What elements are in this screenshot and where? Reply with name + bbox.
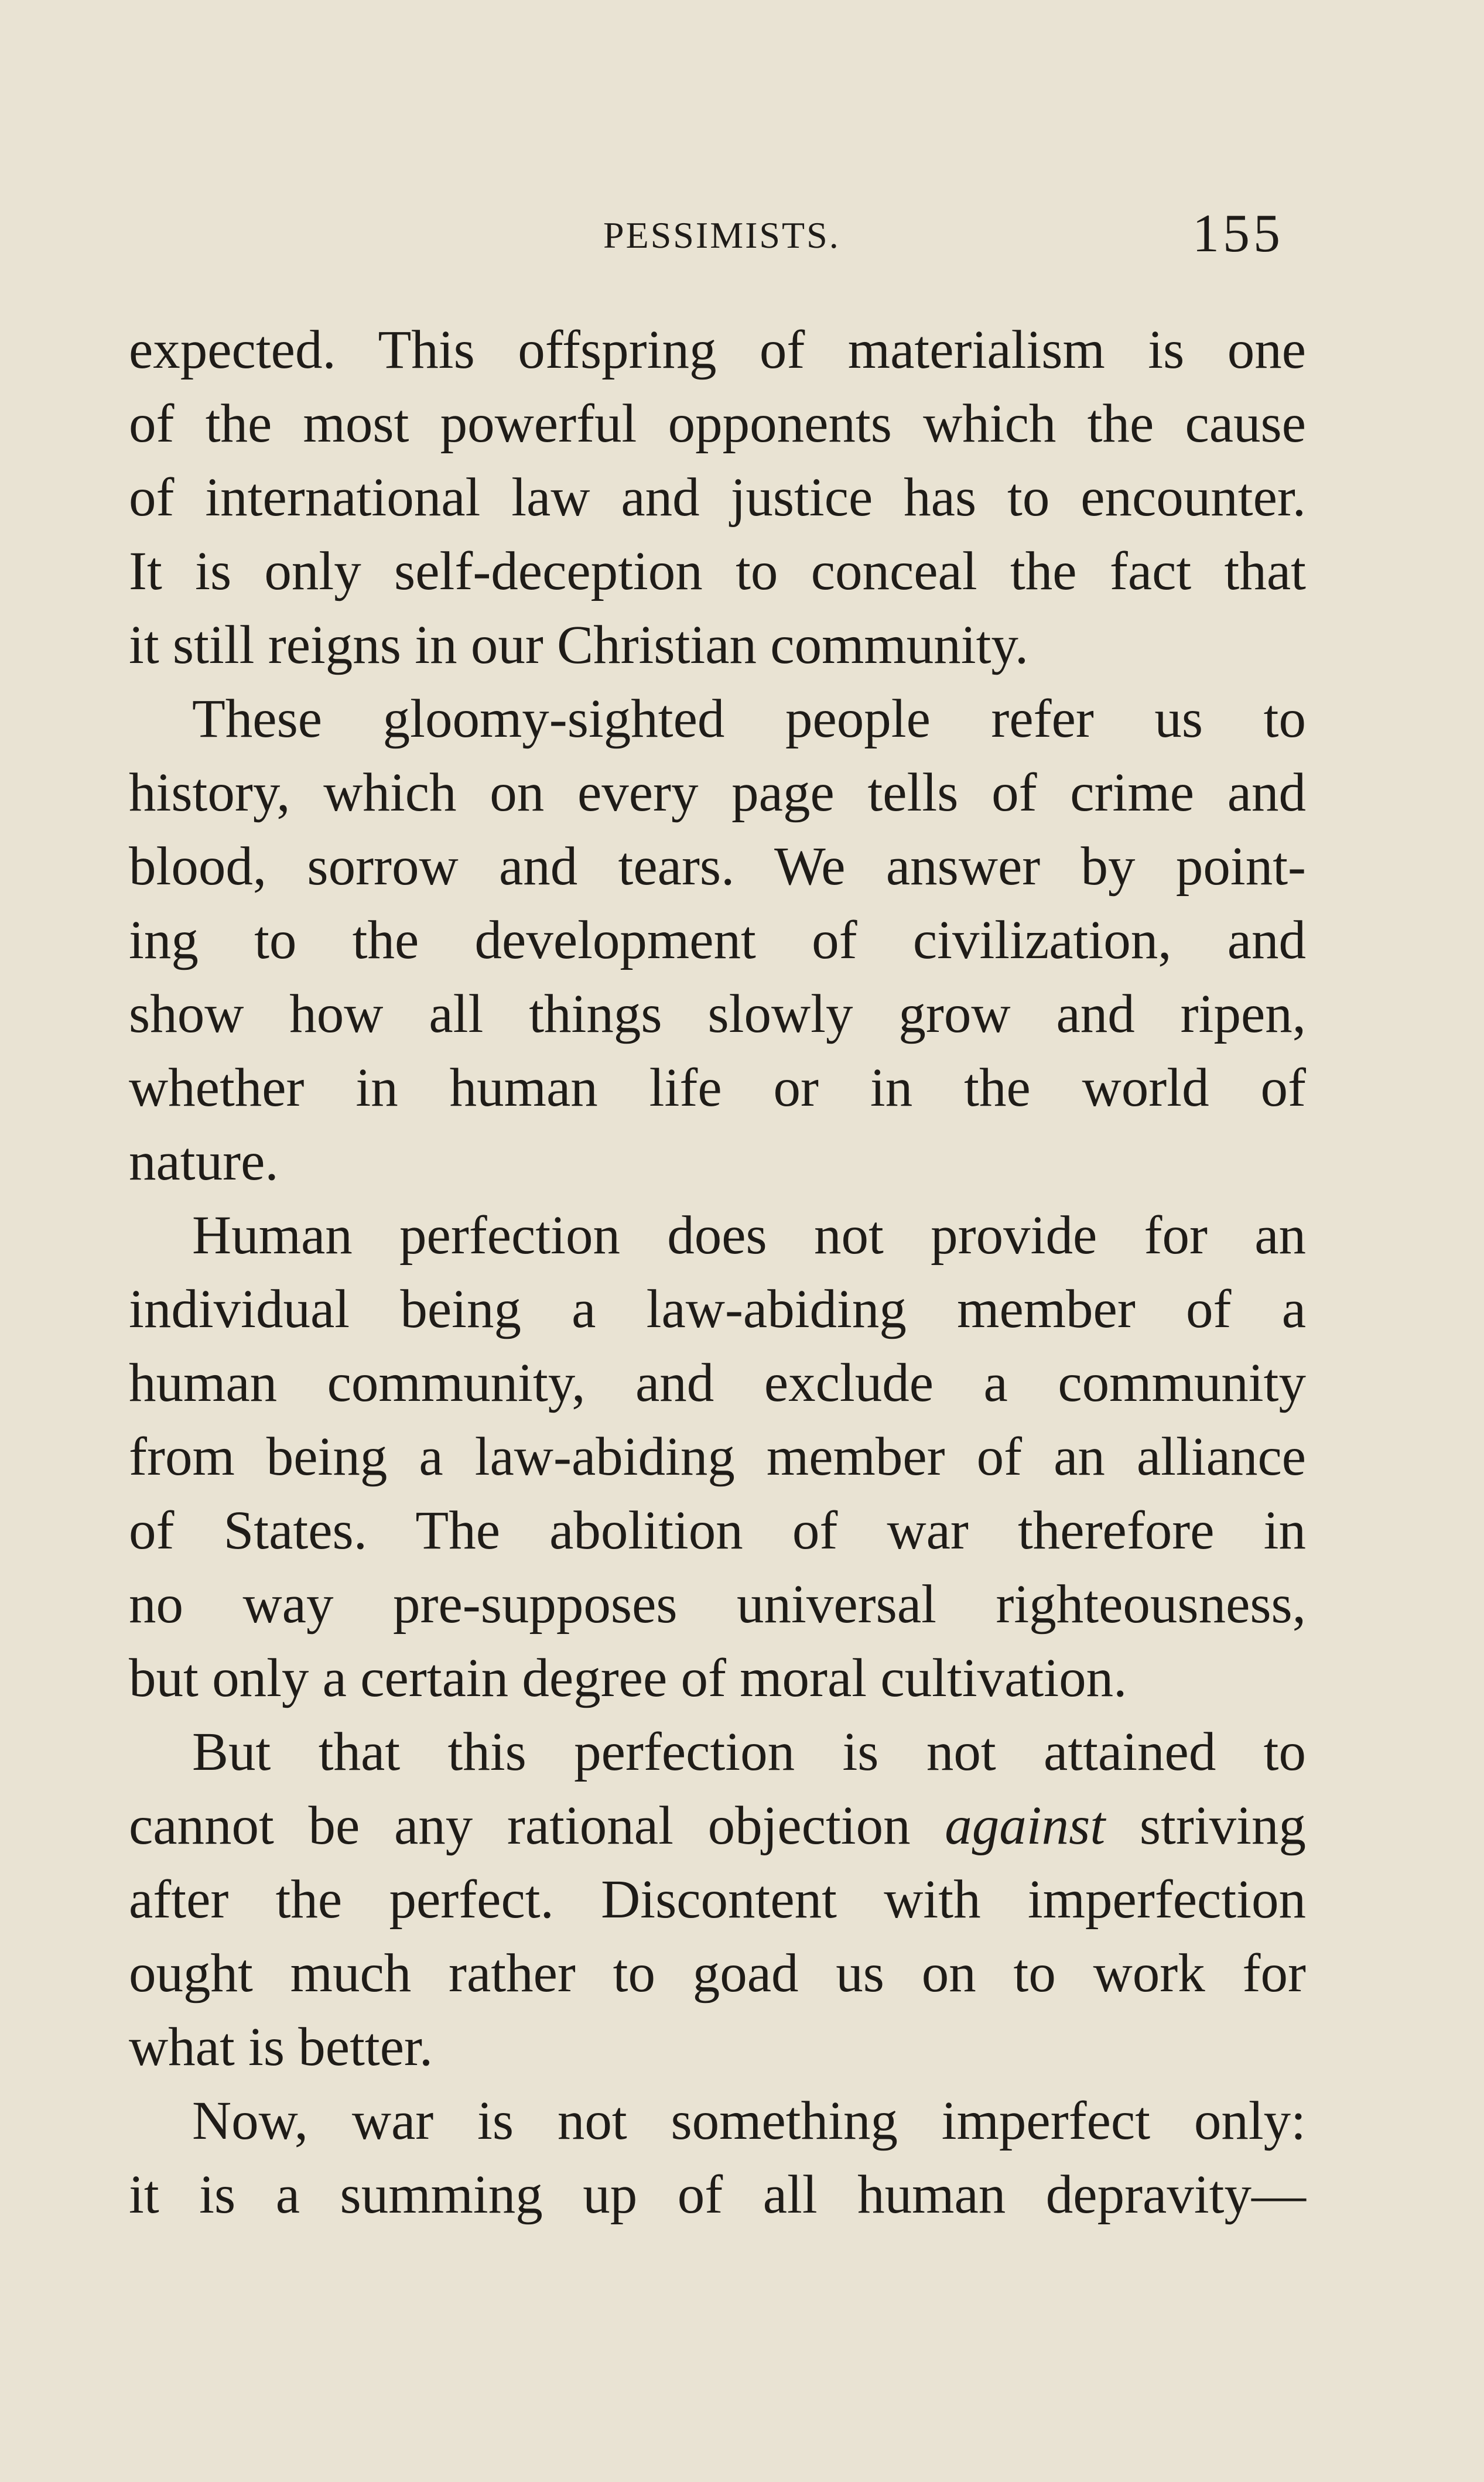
text-line: after the perfect. Discontent with imperfection: [129, 1869, 1306, 1930]
text-line: of international law and justice has to encounter.: [129, 467, 1306, 528]
text-line: show how all things slowly grow and ripen,: [129, 984, 1306, 1044]
text-line: individual being a law-abiding member of a: [129, 1279, 1306, 1339]
text-line: of States. The abolition of war therefore in: [129, 1500, 1306, 1561]
text-segment: cannot be any rational objection: [129, 1796, 945, 1856]
text-line: whether in human life or in the world of: [129, 1058, 1306, 1118]
running-title: PESSIMISTS.: [603, 214, 840, 256]
page-number: 155: [1192, 203, 1284, 263]
text-line: of the most powerful opponents which the cause: [129, 394, 1306, 454]
text-line: blood, sorrow and tears. We answer by point-: [129, 836, 1306, 897]
body-text: [129, 313, 1306, 2232]
text-line: from being a law-abiding member of an alliance: [129, 1427, 1306, 1487]
text-line: what is better.: [129, 2017, 433, 2077]
text-line: but only a certain degree of moral cultivation.: [129, 1648, 1127, 1708]
text-line: Human perfection does not provide for an: [192, 1205, 1306, 1266]
text-line: expected. This offspring of materialism is one: [129, 320, 1306, 380]
text-line: These gloomy-sighted people refer us to: [192, 689, 1306, 749]
text-line: But that this perfection is not attained to: [192, 1722, 1306, 1782]
emphasized-word: against: [945, 1796, 1106, 1856]
text-line: it is a summing up of all human depravity—: [129, 2165, 1306, 2225]
text-line: it still reigns in our Christian community.: [129, 615, 1029, 675]
text-line: nature.: [129, 1131, 279, 1192]
text-line: no way pre-supposes universal righteousness,: [129, 1574, 1306, 1635]
text-line-with-emphasis: [129, 1789, 1306, 1863]
text-line: It is only self-deception to conceal the fact that: [129, 541, 1306, 601]
text-line: ought much rather to goad us on to work for: [129, 1943, 1306, 2004]
text-line: Now, war is not something imperfect only:: [192, 2091, 1306, 2151]
text-segment: striving: [1105, 1796, 1306, 1856]
text-line: ing to the development of civilization, and: [129, 910, 1306, 970]
page-header: [0, 202, 1484, 266]
text-line: human community, and exclude a community: [129, 1353, 1306, 1413]
text-line: history, which on every page tells of crime and: [129, 763, 1306, 823]
